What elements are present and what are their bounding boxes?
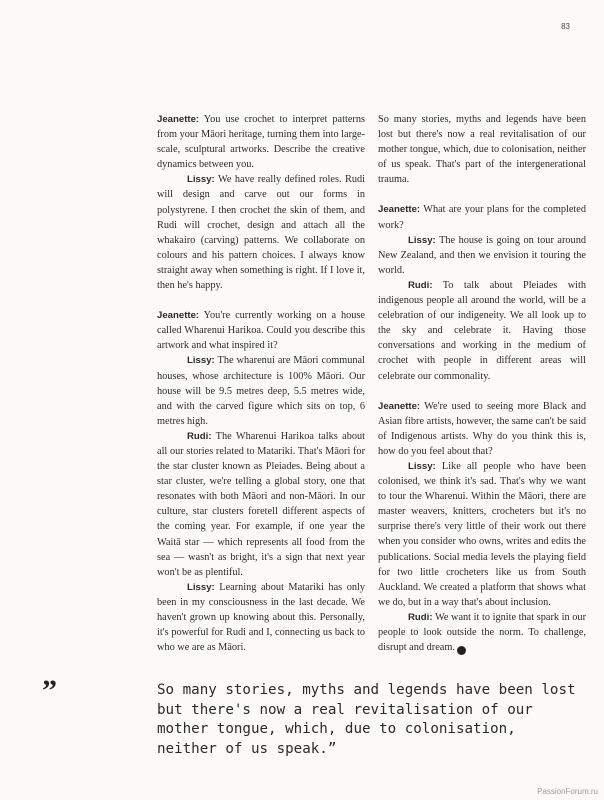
paragraph-text: We want it to ignite that spark in our people to look outside the norm. To challenge, disrupt and dream.	[378, 611, 586, 654]
paragraph	[157, 580, 365, 655]
paragraph	[157, 172, 365, 293]
paragraph	[157, 308, 365, 353]
end-mark-icon: L	[457, 646, 466, 655]
paragraph-text: The house is going on tour around New Zealand, and then we envision it touring the world.	[378, 234, 586, 276]
paragraph	[378, 459, 586, 610]
paragraph	[157, 112, 365, 172]
pull-quote: So many stories, myths and legends have been lost but there's now a real revitalisation of our mother tongue, which, due to colonisation, neither of us speak.”	[157, 682, 576, 757]
footer-credit: PassionForum.ru	[537, 787, 598, 796]
paragraph-text: What are your plans for the completed work?	[378, 204, 586, 231]
paragraph	[378, 399, 586, 459]
paragraph	[157, 353, 365, 428]
speaker-name: Rudi:	[408, 279, 433, 291]
paragraph-text: To talk about Pleiades with indigenous people all around the world, will be a celebration of our indigeneity. We all look up to the sky and celebrate it. Having those conversations and working in the medium of crochet with people in different areas will celebrate our commonality.	[378, 279, 586, 382]
page-number: 83	[561, 22, 570, 31]
paragraph-text: We have really defined roles. Rudi will design and carve out our forms in polystyrene. I then crochet the skin of them, and Rudi will crochet, design and attach all the whakairo (carving) patterns. We collaborate on colours and his pattern choices. I always know straight away when something is right. If I love it, then he's happy.	[157, 174, 365, 292]
paragraph-text: So many stories, myths and legends have been lost but there's now a real revitalisation of our mother tongue, which, due to colonisation, neither of us speak. That's part of the intergenerational trauma.	[378, 114, 586, 186]
paragraph-text: You're currently working on a house called Wharenui Harikoa. Could you describe this artwork and what inspired it?	[157, 310, 365, 352]
paragraph-text: You use crochet to interpret patterns from your Māori heritage, turning them into large-scale, sculptural artworks. Describe the creative dynamics between you.	[157, 114, 365, 171]
paragraph-text: The Wharenui Harikoa talks about all our stories related to Matariki. That's Māori for the star cluster known as Pleiades. Being about a star cluster, we're telling a global story, one that resonates with both Māori and non-Māori. In our culture, star clusters foretell different aspects of the coming year. For example, if one year the Waitā star — which represents all food from the sea — wasn't as bright, it's a sign that next year won't be as plentiful.	[157, 430, 365, 578]
paragraph-text: Like all people who have been colonised, we think it's sad. That's why we want to tour the Wharenui. Within the Māori, there are master weavers, knitters, crocheters but it's no surprise there's very little of their work out there when you consider who owns, writes and edits the publications. Social media levels the playing field for two little crocheters like us from South Auckland. We created a platform that shows what we do, but in a way that's about inclusion.	[378, 460, 586, 608]
quote-mark-icon: ”	[42, 674, 57, 707]
speaker-name: Lissy:	[408, 234, 436, 246]
paragraph-text: We're used to seeing more Black and Asian fibre artists, however, the same can't be said of Indigenous artists. Why do you think this is, how do you feel about that?	[378, 400, 586, 457]
paragraph	[157, 429, 365, 580]
speaker-name: Jeanette:	[157, 310, 200, 322]
speaker-name: Jeanette:	[157, 114, 200, 125]
speaker-name: Jeanette:	[378, 204, 421, 216]
paragraph	[378, 112, 586, 187]
paragraph	[378, 610, 586, 655]
paragraph-text: Learning about Matariki has only been in my consciousness in the last decade. We haven't grown up knowing about this. Personally, it's powerful for Rudi and I, connecting us back to who we are as Māori.	[157, 581, 365, 654]
speaker-name: Rudi:	[408, 611, 433, 623]
right-column	[378, 112, 586, 655]
paragraph-text: The wharenui are Māori communal houses, whose architecture is 100% Māori. Our house will be 9.5 metres deep, 5.5 metres wide, and with the carved figure which sits on top, 6 metres high.	[157, 355, 365, 427]
paragraph	[378, 202, 586, 232]
speaker-name: Lissy:	[408, 460, 436, 472]
speaker-name: Lissy:	[187, 355, 215, 367]
speaker-name: Jeanette:	[378, 400, 421, 412]
speaker-name: Rudi:	[187, 430, 212, 442]
paragraph	[378, 278, 586, 384]
speaker-name: Lissy:	[187, 174, 215, 186]
speaker-name: Lissy:	[187, 581, 215, 593]
paragraph	[378, 233, 586, 278]
left-column	[157, 112, 365, 655]
